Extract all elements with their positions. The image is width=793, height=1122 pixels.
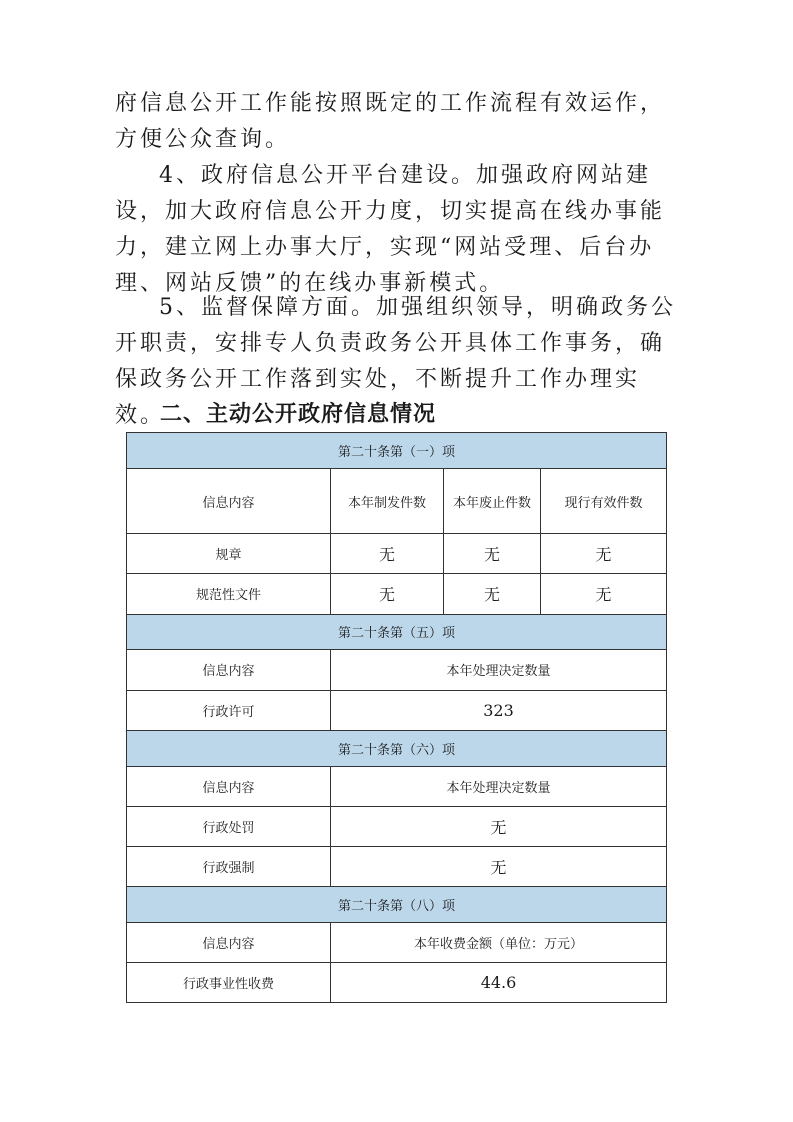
table-section-header-row — [127, 886, 667, 922]
column-header-cell: 信息内容 — [127, 766, 331, 806]
row-label-cell: 行政处罚 — [127, 806, 331, 846]
column-header-cell: 信息内容 — [127, 922, 331, 962]
column-header-cell: 现行有效件数 — [541, 468, 667, 533]
value-cell: 无 — [444, 574, 541, 614]
column-header-cell: 本年处理决定数量 — [331, 766, 667, 806]
table-section-header-row — [127, 614, 667, 650]
row-label-cell: 行政事业性收费 — [127, 962, 331, 1002]
table-row — [127, 690, 667, 730]
value-cell: 无 — [331, 534, 444, 574]
table-row — [127, 806, 667, 846]
value-cell: 323 — [331, 690, 667, 730]
section-header-cell: 第二十条第（五）项 — [127, 614, 667, 650]
value-cell: 无 — [331, 846, 667, 886]
column-header-cell: 本年废止件数 — [444, 468, 541, 533]
table-row — [127, 574, 667, 614]
section-header-cell: 第二十条第（六）项 — [127, 730, 667, 766]
table-row — [127, 962, 667, 1002]
table-column-header-row — [127, 922, 667, 962]
table-row — [127, 534, 667, 574]
column-header-cell: 信息内容 — [127, 468, 331, 533]
row-label-cell: 行政强制 — [127, 846, 331, 886]
column-header-cell: 本年制发件数 — [331, 468, 444, 533]
table-row — [127, 846, 667, 886]
paragraph-continuation: 府信息公开工作能按照既定的工作流程有效运作，方便公众查询。 — [115, 91, 666, 152]
value-cell: 无 — [541, 574, 667, 614]
column-header-cell: 信息内容 — [127, 650, 331, 690]
value-cell: 无 — [444, 534, 541, 574]
section-header-cell: 第二十条第（八）项 — [127, 886, 667, 922]
row-label-cell: 规章 — [127, 534, 331, 574]
column-header-cell: 本年处理决定数量 — [331, 650, 667, 690]
value-cell: 无 — [331, 574, 444, 614]
table-column-header-row — [127, 766, 667, 806]
table-section-header-row — [127, 433, 667, 469]
section-heading: 二、主动公开政府信息情况 — [160, 402, 437, 427]
value-cell: 无 — [541, 534, 667, 574]
column-header-cell: 本年收费金额（单位：万元） — [331, 922, 667, 962]
section-header-cell: 第二十条第（一）项 — [127, 433, 667, 469]
row-label-cell: 行政许可 — [127, 690, 331, 730]
value-cell: 44.6 — [331, 962, 667, 1002]
table-section-header-row — [127, 730, 667, 766]
disclosure-table — [126, 432, 667, 1003]
table-column-header-row — [127, 468, 667, 533]
row-label-cell: 规范性文件 — [127, 574, 331, 614]
value-cell: 无 — [331, 806, 667, 846]
paragraph-supervision: 5、监督保障方面。加强组织领导，明确政务公开职责，安排专人负责政务公开具体工作事务，确保政务公开工作落到实处，不断提升工作办理实效。 — [115, 295, 676, 428]
paragraph-platform-construction: 4、政府信息公开平台建设。加强政府网站建设，加大政府信息公开力度，切实提高在线办事能力，建立网上办事大厅，实现“网站受理、后台办理、网站反馈”的在线办事新模式。 — [115, 163, 666, 296]
table-column-header-row — [127, 650, 667, 690]
